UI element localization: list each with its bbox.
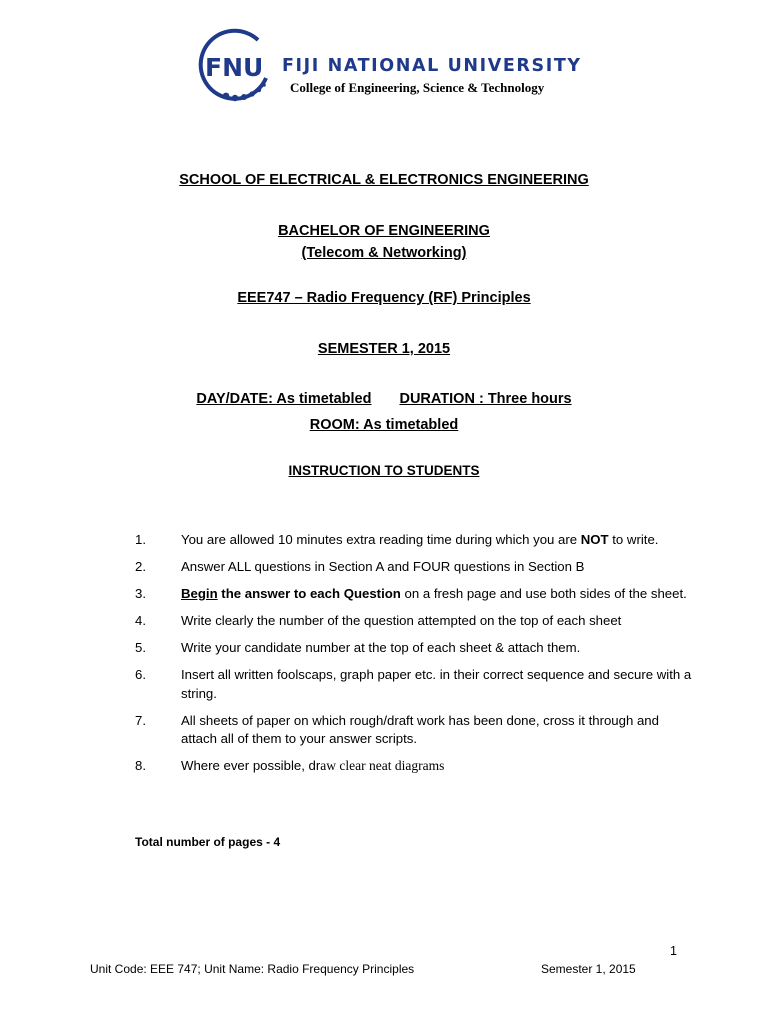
instruction-item xyxy=(135,639,695,658)
page-number: 1 xyxy=(670,944,677,958)
instruction-text: Answer ALL questions in Section A and FOUR questions in Section B xyxy=(181,559,585,574)
university-name: FIJI NATIONAL UNIVERSITY xyxy=(282,56,582,76)
instructions-title: INSTRUCTION TO STUDENTS xyxy=(288,463,480,478)
instruction-text: All sheets of paper on which rough/draft work has been done, cross it through and attach all of them to your answer scripts. xyxy=(181,712,659,746)
logo-text: FNU xyxy=(205,53,264,82)
duration: DURATION : Three hours xyxy=(399,391,572,407)
room-line: ROOM: As timetabled xyxy=(309,417,459,433)
instruction-number: 2. xyxy=(135,559,146,574)
total-pages: Total number of pages - 4 xyxy=(135,835,281,849)
instruction-item xyxy=(135,757,695,776)
footer-unit: Unit Code: EEE 747; Unit Name: Radio Frequency Principles xyxy=(90,962,415,976)
instruction-emphasis: NOT xyxy=(580,532,609,547)
semester-title: SEMESTER 1, 2015 xyxy=(317,341,451,357)
course-title: EEE747 – Radio Frequency (RF) Principles xyxy=(237,290,531,306)
instruction-text: Where ever possible, dr xyxy=(181,758,321,773)
instruction-emphasis: the answer to each Question xyxy=(217,586,401,601)
instruction-item xyxy=(135,585,695,604)
degree-title: BACHELOR OF ENGINEERING xyxy=(278,223,490,239)
instruction-emphasis: Begin xyxy=(181,586,218,601)
instruction-text: Write clearly the number of the question attempted on the top of each sheet xyxy=(181,613,622,628)
footer-semester: Semester 1, 2015 xyxy=(541,962,636,976)
instruction-item xyxy=(135,612,695,631)
instruction-text: Insert all written foolscaps, graph paper etc. in their correct sequence and secure with a string. xyxy=(181,667,692,701)
instruction-text: You are allowed 10 minutes extra reading time during which you are xyxy=(181,532,581,547)
instructions-list xyxy=(135,531,695,784)
instruction-item xyxy=(135,558,695,577)
instruction-number: 3. xyxy=(135,586,146,601)
instruction-text: aw clear neat diagrams xyxy=(320,758,445,773)
school-title: SCHOOL OF ELECTRICAL & ELECTRONICS ENGINEERING xyxy=(179,172,589,188)
exam-info-line xyxy=(0,391,768,407)
instruction-number: 7. xyxy=(135,712,146,728)
day-date: DAY/DATE: As timetabled xyxy=(196,391,372,407)
instruction-item xyxy=(135,712,695,749)
instruction-text: on a fresh page and use both sides of the sheet. xyxy=(400,586,687,601)
instruction-number: 6. xyxy=(135,667,146,682)
instruction-number: 8. xyxy=(135,758,146,773)
degree-subtitle: (Telecom & Networking) xyxy=(301,245,467,261)
instruction-number: 5. xyxy=(135,640,146,655)
instruction-item xyxy=(135,666,695,703)
fnu-emblem-icon xyxy=(196,26,286,106)
instruction-item xyxy=(135,531,695,550)
instruction-number: 1. xyxy=(135,532,146,547)
college-name: College of Engineering, Science & Technology xyxy=(290,80,545,95)
instruction-text: to write. xyxy=(608,532,659,547)
instruction-number: 4. xyxy=(135,613,146,628)
instruction-text: Write your candidate number at the top of each sheet & attach them. xyxy=(181,640,581,655)
university-logo xyxy=(196,26,586,106)
